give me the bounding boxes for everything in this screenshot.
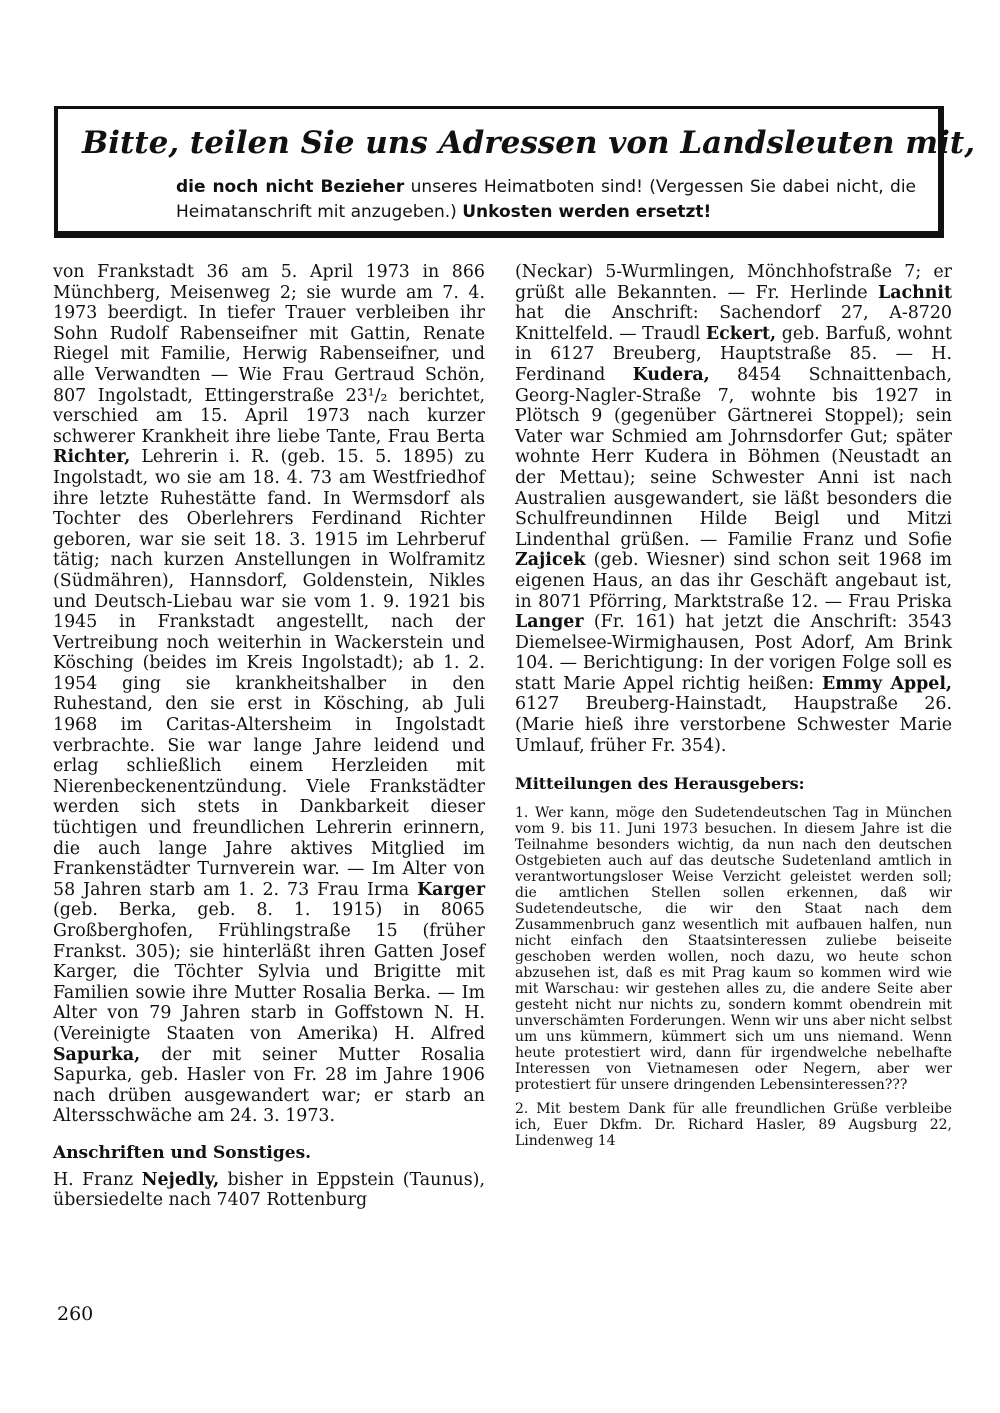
name-nejedly: Nejedly, xyxy=(141,1169,220,1190)
appeal-subtitle-bold-a: die noch nicht Bezieher xyxy=(176,177,405,197)
right-column xyxy=(515,262,952,1149)
section-heading-publisher: Mitteilungen des Herausgebers: xyxy=(515,774,805,794)
addresses-continued-paragraph xyxy=(515,262,952,756)
page-number: 260 xyxy=(57,1303,94,1325)
name-kudera: Kudera, xyxy=(632,364,710,385)
text-run: bisher in Eppstein (Taunus), übersiedelte nach 7407 Rottenburg xyxy=(53,1169,485,1211)
text-run: 6127 Breuberg-Hainstadt, Haupstraße 26. (Marie hieß ihre verstorbene Schwester Marie Umlauf, früher Fr. 354). xyxy=(515,694,952,756)
name-eckert: Eckert, xyxy=(705,323,777,344)
text-run: (Neckar) 5-Wurmlingen, Mönchhofstraße 7; er grüßt alle Bekannten. — Fr. Herlinde xyxy=(515,262,952,303)
appeal-subtitle-bold-c: Unkosten werden ersetzt! xyxy=(462,202,712,222)
section-heading-addresses: Anschriften und Sonstiges. xyxy=(53,1142,312,1163)
text-run: 8454 Schnaittenbach, Georg-Nagler-Straße 7, wohnte bis 1927 in Plötsch 9 (gegenüber Gärtnerei Stoppel); sein Vater war Schmied am Johrnsdorfer Gut; später wohnte Herr Kudera in Böhmen (Neustadt an der Mettau); seine Schwester Anni ist nach Australien ausgewandert, sie läßt besonders die Schulfreundinnen Hilde Beigl und Mitzi Lindenthal grüßen. — Familie Franz und Sofie xyxy=(515,364,952,550)
name-appel: Emmy Appel, xyxy=(821,673,952,694)
text-run: (Fr. 161) hat jetzt die Anschrift: 3543 Diemelsee-Wirmighausen, Post Adorf, Am Brink 104. — Berichtigung: In der vorigen Folge soll es statt Marie Appel richtig heißen: xyxy=(515,612,952,694)
appeal-subtitle-text: unseres Heimatboten sind! (Vergessen Sie dabei nicht, die Heimatanschrift mit anzugeben.) xyxy=(176,177,917,222)
addresses-paragraph xyxy=(53,1170,485,1211)
text-run: (geb. Wiesner) sind schon seit 1968 im eigenen Haus, an das ihr Geschäft angebaut ist, in 8071 Pförring, Marktstraße 12. — Frau Priska xyxy=(515,550,953,612)
text-run: der mit seiner Mutter Rosalia Sapurka, geb. Hasler von Fr. 28 im Jahre 1906 nach drüben ausgewandert war; er starb an Altersschwäche am 24. 3. 1973. xyxy=(53,1044,485,1127)
name-lachnit: Lachnit xyxy=(878,282,953,303)
publisher-note-1: 1. Wer kann, möge den Sudetendeutschen Tag in München vom 9. bis 11. Juni 1973 besuchen. In diesem Jahre ist die Teilnahme besonders wichtig, da nun nach den deutschen Ostgebieten auch auf das deutsche Sudetenland amtlich in verantwortungsloser Weise Verzicht geleistet werden soll; die amtlichen Stellen sollen erkennen, daß wir Sudetendeutsche, die wir den Staat nach dem Zusammenbruch ganz wesentlich mit aufbauen halfen, nun nicht einfach den Staatsinteressen zuliebe beiseite geschoben werden wollen, noch dazu, wo heute schon abzusehen ist, daß es mit Prag kaum so kommen wird wie mit Warschau: wir gestehen alles zu, die andere Seite aber gesteht nicht nur nichts zu, sondern kommt obendrein mit unverschämten Forderungen. Wenn wir uns aber nicht selbst um uns kümmern, kümmert sich um uns niemand. Wenn heute protestiert wird, dann für irgendwelche nebelhafte Interessen von Vietnamesen oder Negern, aber wer protestiert für unsere dringenden Lebensinteressen??? xyxy=(515,804,952,1093)
text-run: H. Franz xyxy=(53,1169,134,1190)
text-run: Lehrerin i. R. (geb. 15. 5. 1895) zu Ingolstadt, wo sie am 18. 4. 73 am Westfriedhof ihre letzte Ruhestätte fand. In Wermsdorf als Tochter des Oberlehrers Ferdinand Richter geboren, war sie seit 18. 3. 1915 im Lehrberuf tätig; nach kurzen Anstellungen in Wolframitz (Südmähren), Hannsdorf, Goldenstein, Nikles und Deutsch-Liebau war sie vom 1. 9. 1921 bis 1945 in Frankstadt angestellt, nach der Vertreibung noch weiterhin in Wackerstein und Kösching (beides im Kreis Ingolstadt); ab 1. 2. 1954 ging sie krankheitshalber in den Ruhestand, den sie erst in Kösching, ab Juli 1968 im Caritas-Altersheim in Ingolstadt verbrachte. Sie war lange Jahre leidend und erlag schließlich einem Herzleiden mit Nierenbeckenentzündung. Viele Frankstädter werden sich stets in Dankbarkeit dieser tüchtigen und freundlichen Lehrerin erinnern, die auch lange Jahre aktives Mitglied im Frankenstädter Turnverein war. — Im Alter von 58 Jahren starb am 1. 2. 73 Frau Irma xyxy=(53,447,485,900)
name-zajicek: Zajicek xyxy=(515,550,586,571)
name-langer: Langer xyxy=(515,612,584,633)
appeal-title: Bitte, teilen Sie uns Adressen von Landsleuten mit, xyxy=(82,125,975,161)
text-run: von Frankstadt 36 am 5. April 1973 in 866 Münchberg, Meisenweg 2; sie wurde am 7. 4. 1973 beerdigt. In tiefer Trauer verbleiben ihr Sohn Rudolf Rabenseifner mit Gattin, Renate Riegel mit Familie, Herwig Rabenseifner, und alle Verwandten — Wie Frau Gertraud Schön, 807 Ingolstadt, Ettingerstraße 23¹/₂ berichtet, verschied am 15. April 1973 nach kurzer schwerer Krankheit ihre liebe Tante, Frau Berta xyxy=(53,262,485,447)
publisher-note-2: 2. Mit bestem Dank für alle freundlichen Grüße verbleibe ich, Euer Dkfm. Dr. Richard Hasler, 89 Augsburg 22, Lindenweg 14 xyxy=(515,1100,952,1149)
name-karger: Karger xyxy=(417,879,485,900)
name-sapurka: Sapurka, xyxy=(53,1044,141,1065)
text-run: hat die Anschrift: Sachendorf 27, A-8720 Knittelfeld. — Traudl xyxy=(515,303,952,344)
text-run: (geb. Berka, geb. 8. 1. 1915) in 8065 Großberghofen, Frühlingstraße 15 (früher Frankst. 305); sie hinterläßt ihren Gatten Josef Karger, die Töchter Sylvia und Brigitte mit Familien sowie ihre Mutter Rosalia Berka. — Im Alter von 79 Jahren starb in Goffstown N. H. (Vereinigte Staaten von Amerika) H. Alfred xyxy=(53,900,485,1044)
text-run: geb. Barfuß, wohnt in 6127 Breuberg, Hauptstraße 85. — H. Ferdinand xyxy=(515,323,952,385)
subscriber-appeal-box xyxy=(54,106,975,238)
obituaries-paragraph xyxy=(53,262,485,1127)
name-richter: Richter, xyxy=(53,447,131,468)
left-column xyxy=(53,262,485,1211)
appeal-subtitle xyxy=(176,175,916,225)
